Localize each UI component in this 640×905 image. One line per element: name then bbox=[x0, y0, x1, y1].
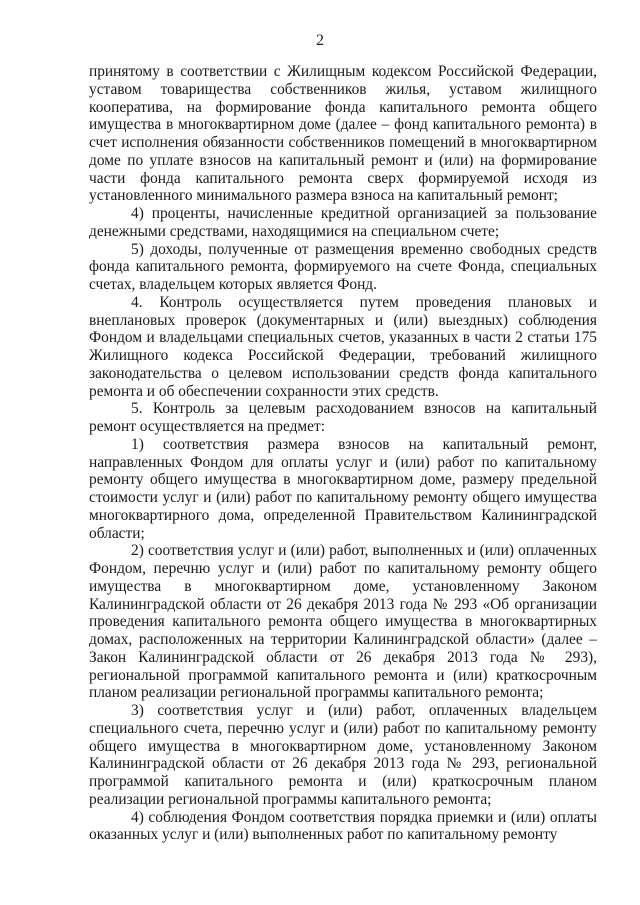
paragraph-item-4: 4) проценты, начисленные кредитной организацией за пользование денежными средствами, находящимися на специальном счете; bbox=[89, 205, 597, 240]
document-body bbox=[89, 63, 597, 844]
paragraph-subitem-2: 2) соответствия услуг и (или) работ, выполненных и (или) оплаченных Фондом, перечню услуг и (или) работ по капитальному ремонту общего имущества в многоквартирном доме, установленному Законом Калининградской области от 26 декабря 2013 года № 293 «Об организации проведения капитального ремонта общего имущества в многоквартирных домах, расположенных на территории Калининградской области» (далее – Закон Калининградской области от 26 декабря 2013 года № 293), региональной программой капитального ремонта и (или) краткосрочным планом реализации региональной программы капитального ремонта; bbox=[89, 542, 597, 702]
paragraph-clause-5: 5. Контроль за целевым расходованием взносов на капитальный ремонт осуществляется на предмет: bbox=[89, 400, 597, 435]
paragraph-subitem-3: 3) соответствия услуг и (или) работ, оплаченных владельцем специального счета, перечню услуг и (или) работ по капитальному ремонту общего имущества в многоквартирном доме, установленному Законом Калининградской области от 26 декабря 2013 года № 293, региональной программой капитального ремонта и (или) краткосрочным планом реализации региональной программы капитального ремонта; bbox=[89, 702, 597, 808]
paragraph-clause-4: 4. Контроль осуществляется путем проведения плановых и внеплановых проверок (документарных и (или) выездных) соблюдения Фондом и владельцами специальных счетов, указанных в части 2 статьи 175 Жилищного кодекса Российской Федерации, требований жилищного законодательства о целевом использовании средств фонда капитального ремонта и об обеспечении сохранности этих средств. bbox=[89, 293, 597, 400]
paragraph-continuation: принятому в соответствии с Жилищным кодексом Российской Федерации, уставом товарищества собственников жилья, уставом жилищного кооператива, на формирование фонда капитального ремонта общего имущества в многоквартирном доме (далее – фонд капитального ремонта) в счет исполнения обязанности собственников помещений в многоквартирном доме по уплате взносов на капитальный ремонт и (или) на формирование части фонда капитального ремонта сверх формируемой исходя из установленного минимального размера взноса на капитальный ремонт; bbox=[89, 63, 597, 205]
paragraph-subitem-4: 4) соблюдения Фондом соответствия порядка приемки и (или) оплаты оказанных услуг и (или) выполненных работ по капитальному ремонту bbox=[89, 808, 597, 844]
paragraph-subitem-1: 1) соответствия размера взносов на капитальный ремонт, направленных Фондом для оплаты услуг и (или) работ по капитальному ремонту общего имущества в многоквартирном доме, размеру предельной стоимости услуг и (или) работ по капитальному ремонту общего имущества многоквартирного дома, определенной Правительством Калининградской области; bbox=[89, 435, 597, 542]
paragraph-item-5: 5) доходы, полученные от размещения временно свободных средств фонда капитального ремонта, формируемого на счете Фонда, специальных счетах, владельцем которых является Фонд. bbox=[89, 240, 597, 293]
page-number: 2 bbox=[316, 32, 324, 49]
